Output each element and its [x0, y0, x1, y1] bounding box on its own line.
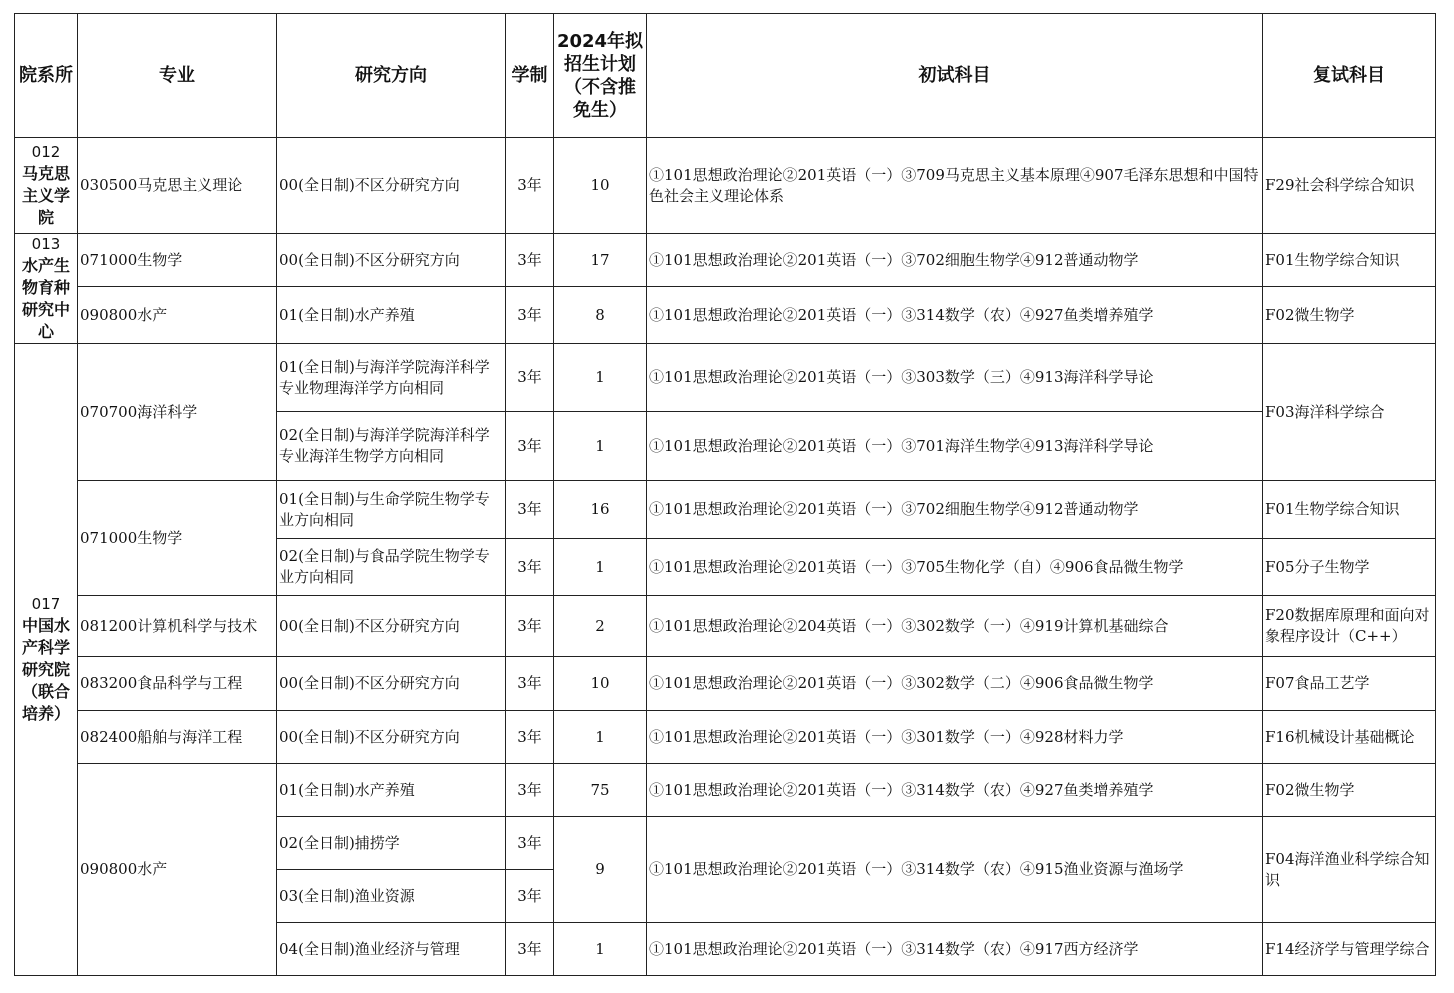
- direction-cell: 02(全日制)与食品学院生物学专业方向相同: [277, 539, 506, 596]
- retest-cell: F07食品工艺学: [1263, 657, 1436, 711]
- plan-cell: 16: [554, 481, 647, 539]
- duration-cell: 3年: [506, 923, 554, 976]
- header-direction: 研究方向: [277, 14, 506, 138]
- exam-cell: ①101思想政治理论②201英语（一）③702细胞生物学④912普通动物学: [647, 234, 1263, 287]
- exam-cell: ①101思想政治理论②201英语（一）③303数学（三）④913海洋科学导论: [647, 344, 1263, 412]
- major-cell: 081200计算机科学与技术: [78, 596, 277, 657]
- table-row: [15, 287, 1436, 344]
- major-cell: 030500马克思主义理论: [78, 138, 277, 234]
- duration-cell: 3年: [506, 481, 554, 539]
- plan-cell: 1: [554, 711, 647, 764]
- retest-cell: F01生物学综合知识: [1263, 481, 1436, 539]
- plan-cell: 17: [554, 234, 647, 287]
- table-row: [15, 138, 1436, 234]
- plan-cell: 1: [554, 344, 647, 412]
- dept-name: 中国水产科学研究院（联合培养）: [21, 616, 70, 723]
- duration-cell: 3年: [506, 711, 554, 764]
- dept-cell: [15, 234, 78, 344]
- table-row: [15, 481, 1436, 539]
- direction-cell: 04(全日制)渔业经济与管理: [277, 923, 506, 976]
- exam-cell: ①101思想政治理论②201英语（一）③709马克思主义基本原理④907毛泽东思想和中国特色社会主义理论体系: [647, 138, 1263, 234]
- retest-cell: F29社会科学综合知识: [1263, 138, 1436, 234]
- retest-cell: F05分子生物学: [1263, 539, 1436, 596]
- exam-cell: ①101思想政治理论②201英语（一）③314数学（农）④917西方经济学: [647, 923, 1263, 976]
- exam-cell: ①101思想政治理论②201英语（一）③301数学（一）④928材料力学: [647, 711, 1263, 764]
- retest-cell: F04海洋渔业科学综合知识: [1263, 817, 1436, 923]
- header-exam: 初试科目: [647, 14, 1263, 138]
- plan-cell: 10: [554, 657, 647, 711]
- exam-cell: ①101思想政治理论②201英语（一）③314数学（农）④915渔业资源与渔场学: [647, 817, 1263, 923]
- major-cell: 071000生物学: [78, 481, 277, 596]
- header-major: 专业: [78, 14, 277, 138]
- duration-cell: 3年: [506, 870, 554, 923]
- exam-cell: ①101思想政治理论②201英语（一）③701海洋生物学④913海洋科学导论: [647, 412, 1263, 481]
- major-cell: 071000生物学: [78, 234, 277, 287]
- table-row: [15, 711, 1436, 764]
- plan-cell: 1: [554, 923, 647, 976]
- dept-name: 马克思主义学院: [21, 164, 70, 227]
- duration-cell: 3年: [506, 539, 554, 596]
- major-cell: 082400船舶与海洋工程: [78, 711, 277, 764]
- header-plan: 2024年拟招生计划（不含推免生）: [554, 14, 647, 138]
- plan-cell: 1: [554, 539, 647, 596]
- retest-cell: F02微生物学: [1263, 287, 1436, 344]
- duration-cell: 3年: [506, 138, 554, 234]
- direction-cell: 01(全日制)与海洋学院海洋科学专业物理海洋学方向相同: [277, 344, 506, 412]
- plan-cell: 10: [554, 138, 647, 234]
- table-row: [15, 657, 1436, 711]
- retest-cell: F02微生物学: [1263, 764, 1436, 817]
- retest-cell: F14经济学与管理学综合: [1263, 923, 1436, 976]
- major-cell: 090800水产: [78, 287, 277, 344]
- dept-cell: [15, 344, 78, 976]
- table-row: [15, 234, 1436, 287]
- direction-cell: 01(全日制)与生命学院生物学专业方向相同: [277, 481, 506, 539]
- direction-cell: 03(全日制)渔业资源: [277, 870, 506, 923]
- dept-code: 013: [31, 235, 61, 253]
- retest-cell: F20数据库原理和面向对象程序设计（C++）: [1263, 596, 1436, 657]
- direction-cell: 01(全日制)水产养殖: [277, 287, 506, 344]
- duration-cell: 3年: [506, 412, 554, 481]
- duration-cell: 3年: [506, 344, 554, 412]
- exam-cell: ①101思想政治理论②201英语（一）③702细胞生物学④912普通动物学: [647, 481, 1263, 539]
- header-dept: 院系所: [15, 14, 78, 138]
- dept-code: 017: [31, 595, 61, 613]
- exam-cell: ①101思想政治理论②201英语（一）③705生物化学（自）④906食品微生物学: [647, 539, 1263, 596]
- direction-cell: 02(全日制)捕捞学: [277, 817, 506, 870]
- plan-cell: 9: [554, 817, 647, 923]
- plan-cell: 2: [554, 596, 647, 657]
- major-cell: 070700海洋科学: [78, 344, 277, 481]
- duration-cell: 3年: [506, 287, 554, 344]
- plan-cell: 1: [554, 412, 647, 481]
- plan-cell: 75: [554, 764, 647, 817]
- direction-cell: 02(全日制)与海洋学院海洋科学专业海洋生物学方向相同: [277, 412, 506, 481]
- retest-cell: F01生物学综合知识: [1263, 234, 1436, 287]
- table-row: [15, 596, 1436, 657]
- duration-cell: 3年: [506, 234, 554, 287]
- table-row: [15, 764, 1436, 817]
- direction-cell: 00(全日制)不区分研究方向: [277, 234, 506, 287]
- major-cell: 090800水产: [78, 764, 277, 976]
- exam-cell: ①101思想政治理论②201英语（一）③302数学（二）④906食品微生物学: [647, 657, 1263, 711]
- exam-cell: ①101思想政治理论②201英语（一）③314数学（农）④927鱼类增养殖学: [647, 287, 1263, 344]
- direction-cell: 00(全日制)不区分研究方向: [277, 596, 506, 657]
- exam-cell: ①101思想政治理论②201英语（一）③314数学（农）④927鱼类增养殖学: [647, 764, 1263, 817]
- duration-cell: 3年: [506, 657, 554, 711]
- header-row: [15, 14, 1436, 138]
- plan-cell: 8: [554, 287, 647, 344]
- table-row: [15, 344, 1436, 412]
- retest-cell: F16机械设计基础概论: [1263, 711, 1436, 764]
- major-cell: 083200食品科学与工程: [78, 657, 277, 711]
- duration-cell: 3年: [506, 764, 554, 817]
- direction-cell: 00(全日制)不区分研究方向: [277, 711, 506, 764]
- retest-cell: F03海洋科学综合: [1263, 344, 1436, 481]
- dept-code: 012: [31, 143, 61, 161]
- duration-cell: 3年: [506, 817, 554, 870]
- direction-cell: 00(全日制)不区分研究方向: [277, 138, 506, 234]
- dept-name: 水产生物育种研究中心: [21, 256, 70, 341]
- duration-cell: 3年: [506, 596, 554, 657]
- enrollment-table: [14, 13, 1436, 976]
- header-retest: 复试科目: [1263, 14, 1436, 138]
- header-duration: 学制: [506, 14, 554, 138]
- dept-cell: [15, 138, 78, 234]
- exam-cell: ①101思想政治理论②204英语（一）③302数学（一）④919计算机基础综合: [647, 596, 1263, 657]
- direction-cell: 01(全日制)水产养殖: [277, 764, 506, 817]
- direction-cell: 00(全日制)不区分研究方向: [277, 657, 506, 711]
